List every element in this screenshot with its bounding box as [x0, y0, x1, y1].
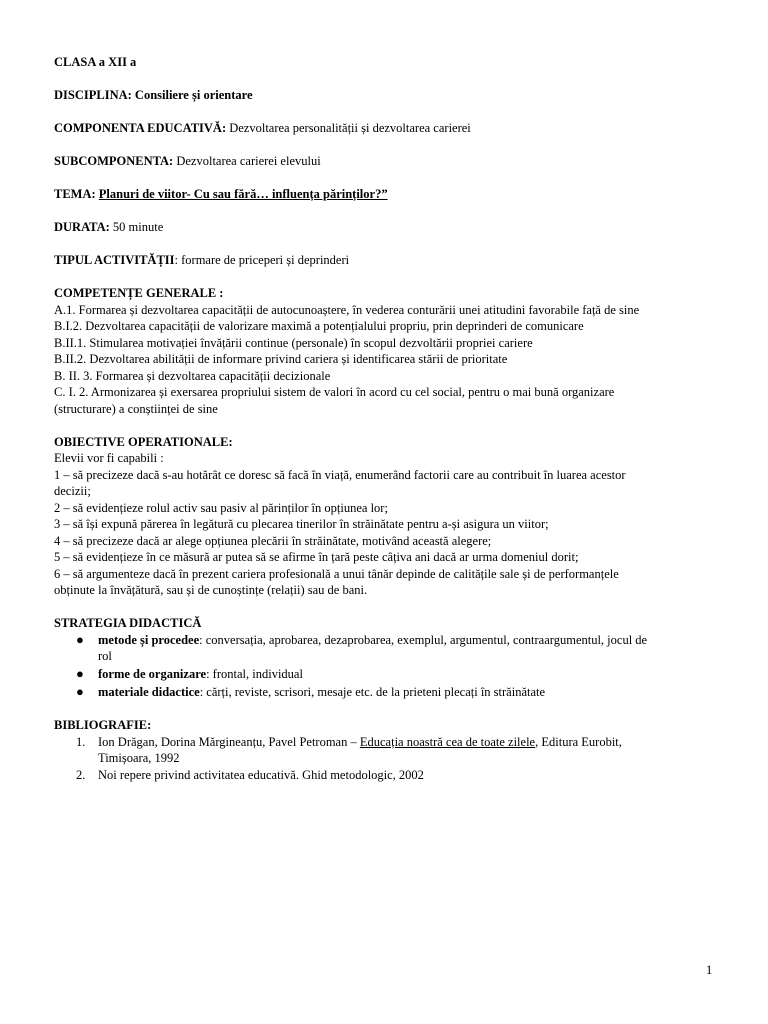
- obiective-line: 3 – să își expună părerea în legătură cu plecarea tinerilor în străinătate pentru a-și asigura un viitor;: [54, 517, 549, 531]
- strategia-item-value: : cărți, reviste, scrisori, mesaje etc. de la prieteni plecați în străinătate: [199, 685, 546, 699]
- obiective-line: obținute la învățătură, sau și de cunoștințe (relații) sau de bani.: [54, 583, 368, 597]
- bibliografie-authors: Ion Drăgan, Dorina Mărgineanțu, Pavel Petroman –: [98, 734, 360, 749]
- tipul-line: [54, 252, 714, 269]
- competente-line: (structurare) a conștiinței de sine: [54, 401, 218, 416]
- strategia-item-value: : frontal, individual: [206, 666, 303, 681]
- obiective-line: 5 – să evidențieze în ce măsură ar putea să se afirme în țară peste câțiva ani dacă ar urma domeniul dorit;: [54, 550, 579, 564]
- tema-label: TEMA:: [54, 187, 96, 201]
- bibliografie-item: [54, 767, 714, 784]
- page-number: 1: [706, 963, 713, 977]
- strategia-item-value: : conversația, aprobarea, dezaprobarea, exemplul, argumentul, contraargumentul, jocul de: [199, 632, 648, 647]
- subcomponenta-value: Dezvoltarea carierei elevului: [176, 154, 321, 168]
- componenta-label: COMPONENTA EDUCATIVĂ:: [54, 121, 227, 135]
- bibliografie-number: 2.: [76, 767, 86, 782]
- bullet-icon: ●: [76, 665, 84, 681]
- durata-value: 50 minute: [112, 220, 164, 234]
- bibliografie-place-year: Timișoara, 1992: [98, 751, 180, 765]
- competente-line: B.I.2. Dezvoltarea capacității de valorizare maximă a potențialului propriu, prin deprinderi de comunicare: [54, 319, 584, 333]
- competente-line: B.II.1. Stimularea motivației învățării continue (personale) în scopul dezvoltării propriei cariere: [54, 335, 533, 350]
- disciplina-value: Consiliere și orientare: [134, 88, 253, 102]
- strategia-item-label: materiale didactice: [98, 685, 200, 699]
- obiective-line: Elevii vor fi capabili :: [54, 451, 164, 465]
- bibliografie-reference: Noi repere privind activitatea educativă. Ghid metodologic, 2002: [98, 767, 424, 782]
- competente-line: B. II. 3. Formarea și dezvoltarea capacității decizionale: [54, 368, 331, 383]
- tipul-value: : formare de priceperi și deprinderi: [174, 253, 350, 267]
- strategia-item-label: metode și procedee: [98, 632, 200, 647]
- strategia-item: [54, 632, 714, 665]
- bibliografie-list: [54, 734, 714, 784]
- obiective-title: OBIECTIVE OPERATIONALE:: [54, 434, 233, 449]
- tipul-label: TIPUL ACTIVITĂȚII: [54, 253, 175, 267]
- bibliografie-book-title: Educația noastră cea de toate zilele: [359, 734, 536, 749]
- clasa-line: [54, 54, 714, 71]
- strategia-section: [54, 615, 714, 701]
- bibliografie-section: [54, 717, 714, 783]
- competente-line: B.II.2. Dezvoltarea abilității de informare privind cariera și identificarea stării de prioritate: [54, 352, 508, 366]
- disciplina-label: DISCIPLINA:: [54, 88, 132, 102]
- componenta-value: Dezvoltarea personalității și dezvoltarea carierei: [229, 121, 471, 135]
- bibliografie-title: BIBLIOGRAFIE:: [54, 718, 152, 732]
- subcomponenta-line: [54, 153, 714, 170]
- competente-line: A.1. Formarea și dezvoltarea capacității de autocunoaștere, în vederea conturării unei atitudini favorabile față de sine: [54, 302, 640, 317]
- document-body: [54, 54, 714, 800]
- obiective-line: 6 – să argumenteze dacă în prezent cariera profesională a unui tânăr depinde de calitățile sale și de performanțele: [54, 566, 619, 581]
- tema-line: [54, 186, 714, 203]
- bibliografie-item: [54, 734, 714, 767]
- obiective-section: [54, 434, 714, 599]
- bibliografie-number: 1.: [76, 734, 86, 749]
- bullet-icon: ●: [76, 631, 84, 647]
- clasa-label: CLASA a XII a: [54, 55, 137, 69]
- strategia-item-label: forme de organizare: [98, 666, 207, 681]
- obiective-line: 1 – să precizeze dacă s-au hotărât ce doresc să facă în viață, enumerând factorii care au contribuit în luarea acestor: [54, 467, 626, 482]
- bibliografie-publisher: , Editura Eurobit,: [535, 734, 622, 749]
- bullet-icon: ●: [76, 684, 84, 699]
- disciplina-line: [54, 87, 714, 104]
- tema-value: Planuri de viitor- Cu sau fără… influența părinților?”: [98, 187, 388, 201]
- obiective-line: decizii;: [54, 484, 91, 498]
- competente-title: COMPETENȚE GENERALE :: [54, 286, 224, 300]
- componenta-line: [54, 120, 714, 137]
- obiective-line: 2 – să evidențieze rolul activ sau pasiv al părinților în opțiunea lor;: [54, 500, 388, 515]
- competente-section: [54, 285, 714, 417]
- strategia-title: STRATEGIA DIDACTICĂ: [54, 616, 202, 630]
- strategia-item: [54, 684, 714, 701]
- durata-label: DURATA:: [54, 220, 110, 234]
- strategia-list: [54, 632, 714, 701]
- strategia-item: [54, 666, 714, 683]
- subcomponenta-label: SUBCOMPONENTA:: [54, 154, 174, 168]
- competente-line: C. I. 2. Armonizarea și exersarea propriului sistem de valori în acord cu cel social, pentru o mai bună organizare: [54, 385, 615, 399]
- durata-line: [54, 219, 714, 236]
- strategia-item-cont: rol: [98, 649, 112, 663]
- obiective-line: 4 – să precizeze dacă ar alege opțiunea plecării în străinătate, motivând această alegere;: [54, 533, 492, 548]
